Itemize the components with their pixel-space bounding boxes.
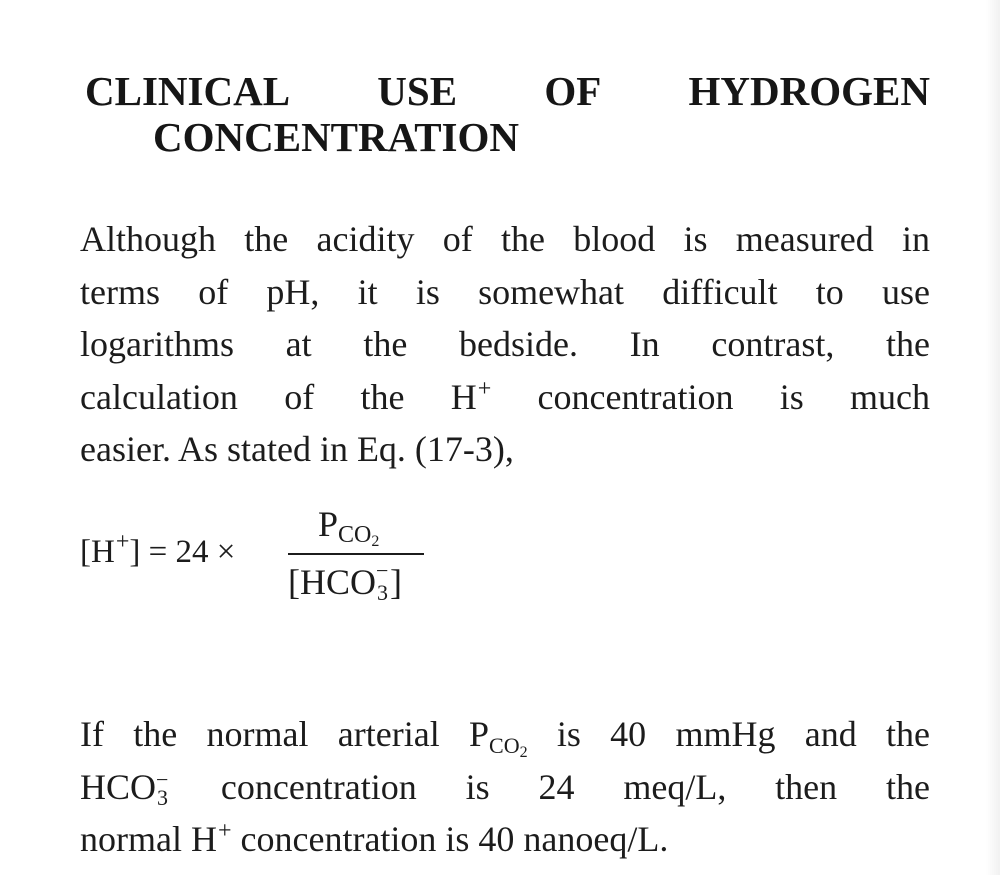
paragraph-line <box>80 761 930 814</box>
equation-text: [HCO <box>288 562 376 602</box>
equation-text: [H <box>80 534 115 570</box>
superscript-plus: + <box>115 529 130 555</box>
ion-charge <box>376 558 390 605</box>
text-run: If the normal arterial P <box>80 714 490 754</box>
heading-line-1 <box>85 68 930 114</box>
paragraph-1 <box>80 213 930 476</box>
page-edge-shadow <box>986 0 1000 875</box>
paragraph-line <box>80 813 930 866</box>
heading-word: OF <box>544 68 602 114</box>
subscript-co <box>338 522 379 548</box>
equation-lhs <box>80 529 236 571</box>
paragraph-line <box>80 371 930 424</box>
heading-word: USE <box>377 68 458 114</box>
paragraph-line <box>80 708 930 761</box>
heading-line-2: CONCENTRATION <box>153 114 519 160</box>
superscript-minus: − <box>376 558 389 583</box>
heading-word: HYDROGEN <box>688 68 930 114</box>
paragraph-line: logarithms at the bedside. In contrast, the <box>80 324 930 364</box>
subscript-text: CO <box>338 522 372 548</box>
subscript-2: 2 <box>519 744 528 761</box>
text-run: normal H <box>80 819 217 859</box>
paragraph-line: Although the acidity of the blood is measured in <box>80 219 930 259</box>
superscript-plus: + <box>217 818 232 844</box>
subscript-3: 3 <box>377 580 388 605</box>
superscript-plus: + <box>477 375 492 402</box>
paragraph-2 <box>80 708 930 866</box>
text-run: calculation of the H <box>80 376 477 417</box>
equation-text: ] = 24 × <box>129 534 236 570</box>
heading-word: CLINICAL <box>85 68 291 114</box>
text-run: concentration is 24 meq/L, then the <box>172 766 930 807</box>
superscript-minus: − <box>156 766 169 792</box>
subscript-2: 2 <box>371 533 380 550</box>
text-run: is 40 mmHg and the <box>527 714 930 754</box>
equation-text: ] <box>390 562 402 602</box>
paragraph-line: easier. As stated in Eq. (17-3), <box>80 429 514 469</box>
text-run: concentration is much <box>491 376 930 417</box>
equation-text: P <box>318 504 339 544</box>
fraction-bar <box>288 553 424 555</box>
text-run: concentration is 40 nanoeq/L. <box>231 819 669 859</box>
section-heading <box>85 68 930 160</box>
subscript-3: 3 <box>157 784 169 810</box>
text-run: HCO <box>80 766 157 807</box>
subscript-co <box>489 733 528 761</box>
fraction-denominator <box>288 558 402 605</box>
paragraph-line: terms of pH, it is somewhat difficult to use <box>80 271 930 312</box>
ion-charge <box>156 766 172 810</box>
subscript-text: CO <box>489 733 520 758</box>
equation <box>80 503 480 613</box>
fraction-numerator <box>318 503 380 550</box>
